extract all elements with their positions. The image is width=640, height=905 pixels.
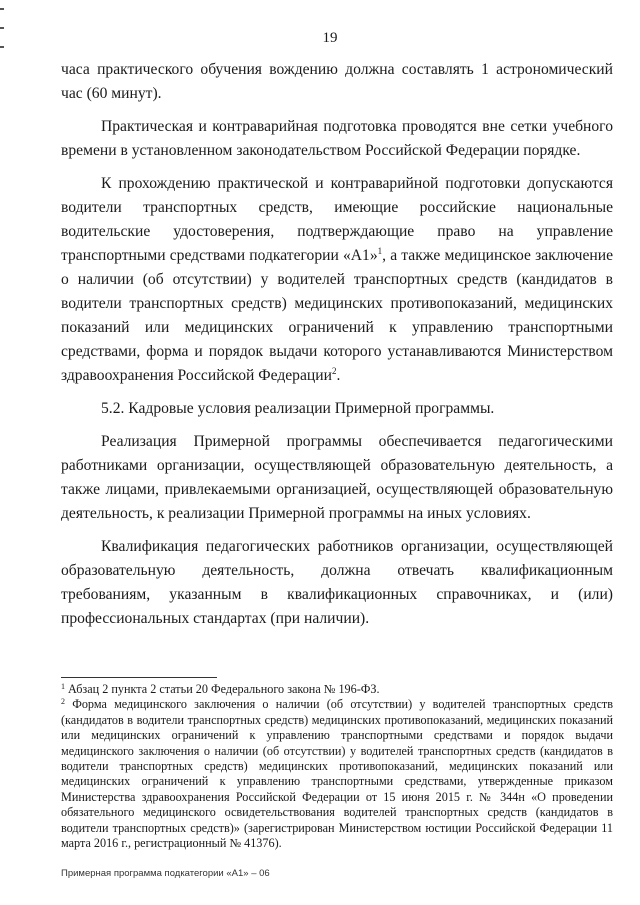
footnote-text: Форма медицинского заключения о наличии (об отсутствии) у водителей транспортных средств (кандидатов в водители транспортных средств) медицинских противопоказаний, медицинских показаний или медицинских ограничений к управлению транспортными средствами и порядок выдачи медицинского заключения о наличии (об отсутствии) у водителей транспортных средств (кандидатов в водители транспортных средств) медицинских противопоказаний, медицинских показаний или медицинских ограничений к управлению транспортными средствами, утвержденные приказом Министерства здравоохранения Российской Федерации от 15 июня 2015 г. № 344н «О проведении обязательного медицинского освидетельствования водителей транспортных средств (кандидатов в водители транспортных средств)» (зарегистрирован Министерством юстиции Российской Федерации 11 марта 2016 г., регистрационный № 41376). bbox=[61, 697, 613, 851]
scan-edge-mark bbox=[0, 8, 4, 10]
footnote bbox=[61, 697, 613, 851]
footnote-separator bbox=[61, 677, 217, 678]
paragraph-text: . bbox=[336, 367, 341, 384]
footnotes bbox=[61, 682, 613, 851]
paragraph-text: К прохождению практической и контраварийной подготовки допускаются водители транспортных средств, имеющие российские национальные водительские удостоверения, подтверждающие право на управление транспортными средствами подкатегории «А1» bbox=[61, 175, 613, 264]
footnote-mark: 2 bbox=[61, 697, 65, 707]
footnote-mark: 1 bbox=[61, 682, 65, 691]
paragraph: Квалификация педагогических работников организации, осуществляющей образовательную деятельность, должна отвечать квалификационным требованиям, указанным в квалификационных справочниках, и (или) профессиональных стандартах (при наличии). bbox=[61, 538, 613, 627]
footnote-text: Абзац 2 пункта 2 статьи 20 Федерального закона № 196-ФЗ. bbox=[65, 682, 380, 696]
body-text bbox=[61, 58, 613, 640]
footnote-ref: 2 bbox=[331, 366, 337, 376]
paragraph-text: , а также медицинское заключение о наличии (об отсутствии) у водителей транспортных средств (кандидатов в водители транспортных средств) медицинских противопоказаний, медицинских показаний или медицинских ограничений к управлению транспортными средствами, форма и порядок выдачи которого устанавливаются Министерством здравоохранения Российской Федерации bbox=[61, 247, 613, 384]
paragraph: Практическая и контраварийная подготовка проводятся вне сетки учебного времени в установленном законодательством Российской Федерации порядке. bbox=[61, 118, 613, 159]
paragraph bbox=[61, 172, 613, 388]
page-number: 19 bbox=[322, 30, 338, 46]
paragraph: Реализация Примерной программы обеспечивается педагогическими работниками организации, осуществляющей образовательную деятельность, а также лицами, привлекаемыми организацией, осуществляющей образовательную деятельность, к реализации Примерной программы на иных условиях. bbox=[61, 433, 613, 522]
footnote bbox=[61, 682, 613, 697]
page-footer: Примерная программа подкатегории «А1» – 06 bbox=[61, 868, 270, 879]
section-heading: 5.2. Кадровые условия реализации Примерной программы. bbox=[101, 400, 495, 417]
scan-edge-mark bbox=[0, 27, 4, 29]
paragraph: часа практического обучения вождению должна составлять 1 астрономический час (60 минут). bbox=[61, 61, 613, 102]
footnote-ref: 1 bbox=[377, 246, 383, 256]
